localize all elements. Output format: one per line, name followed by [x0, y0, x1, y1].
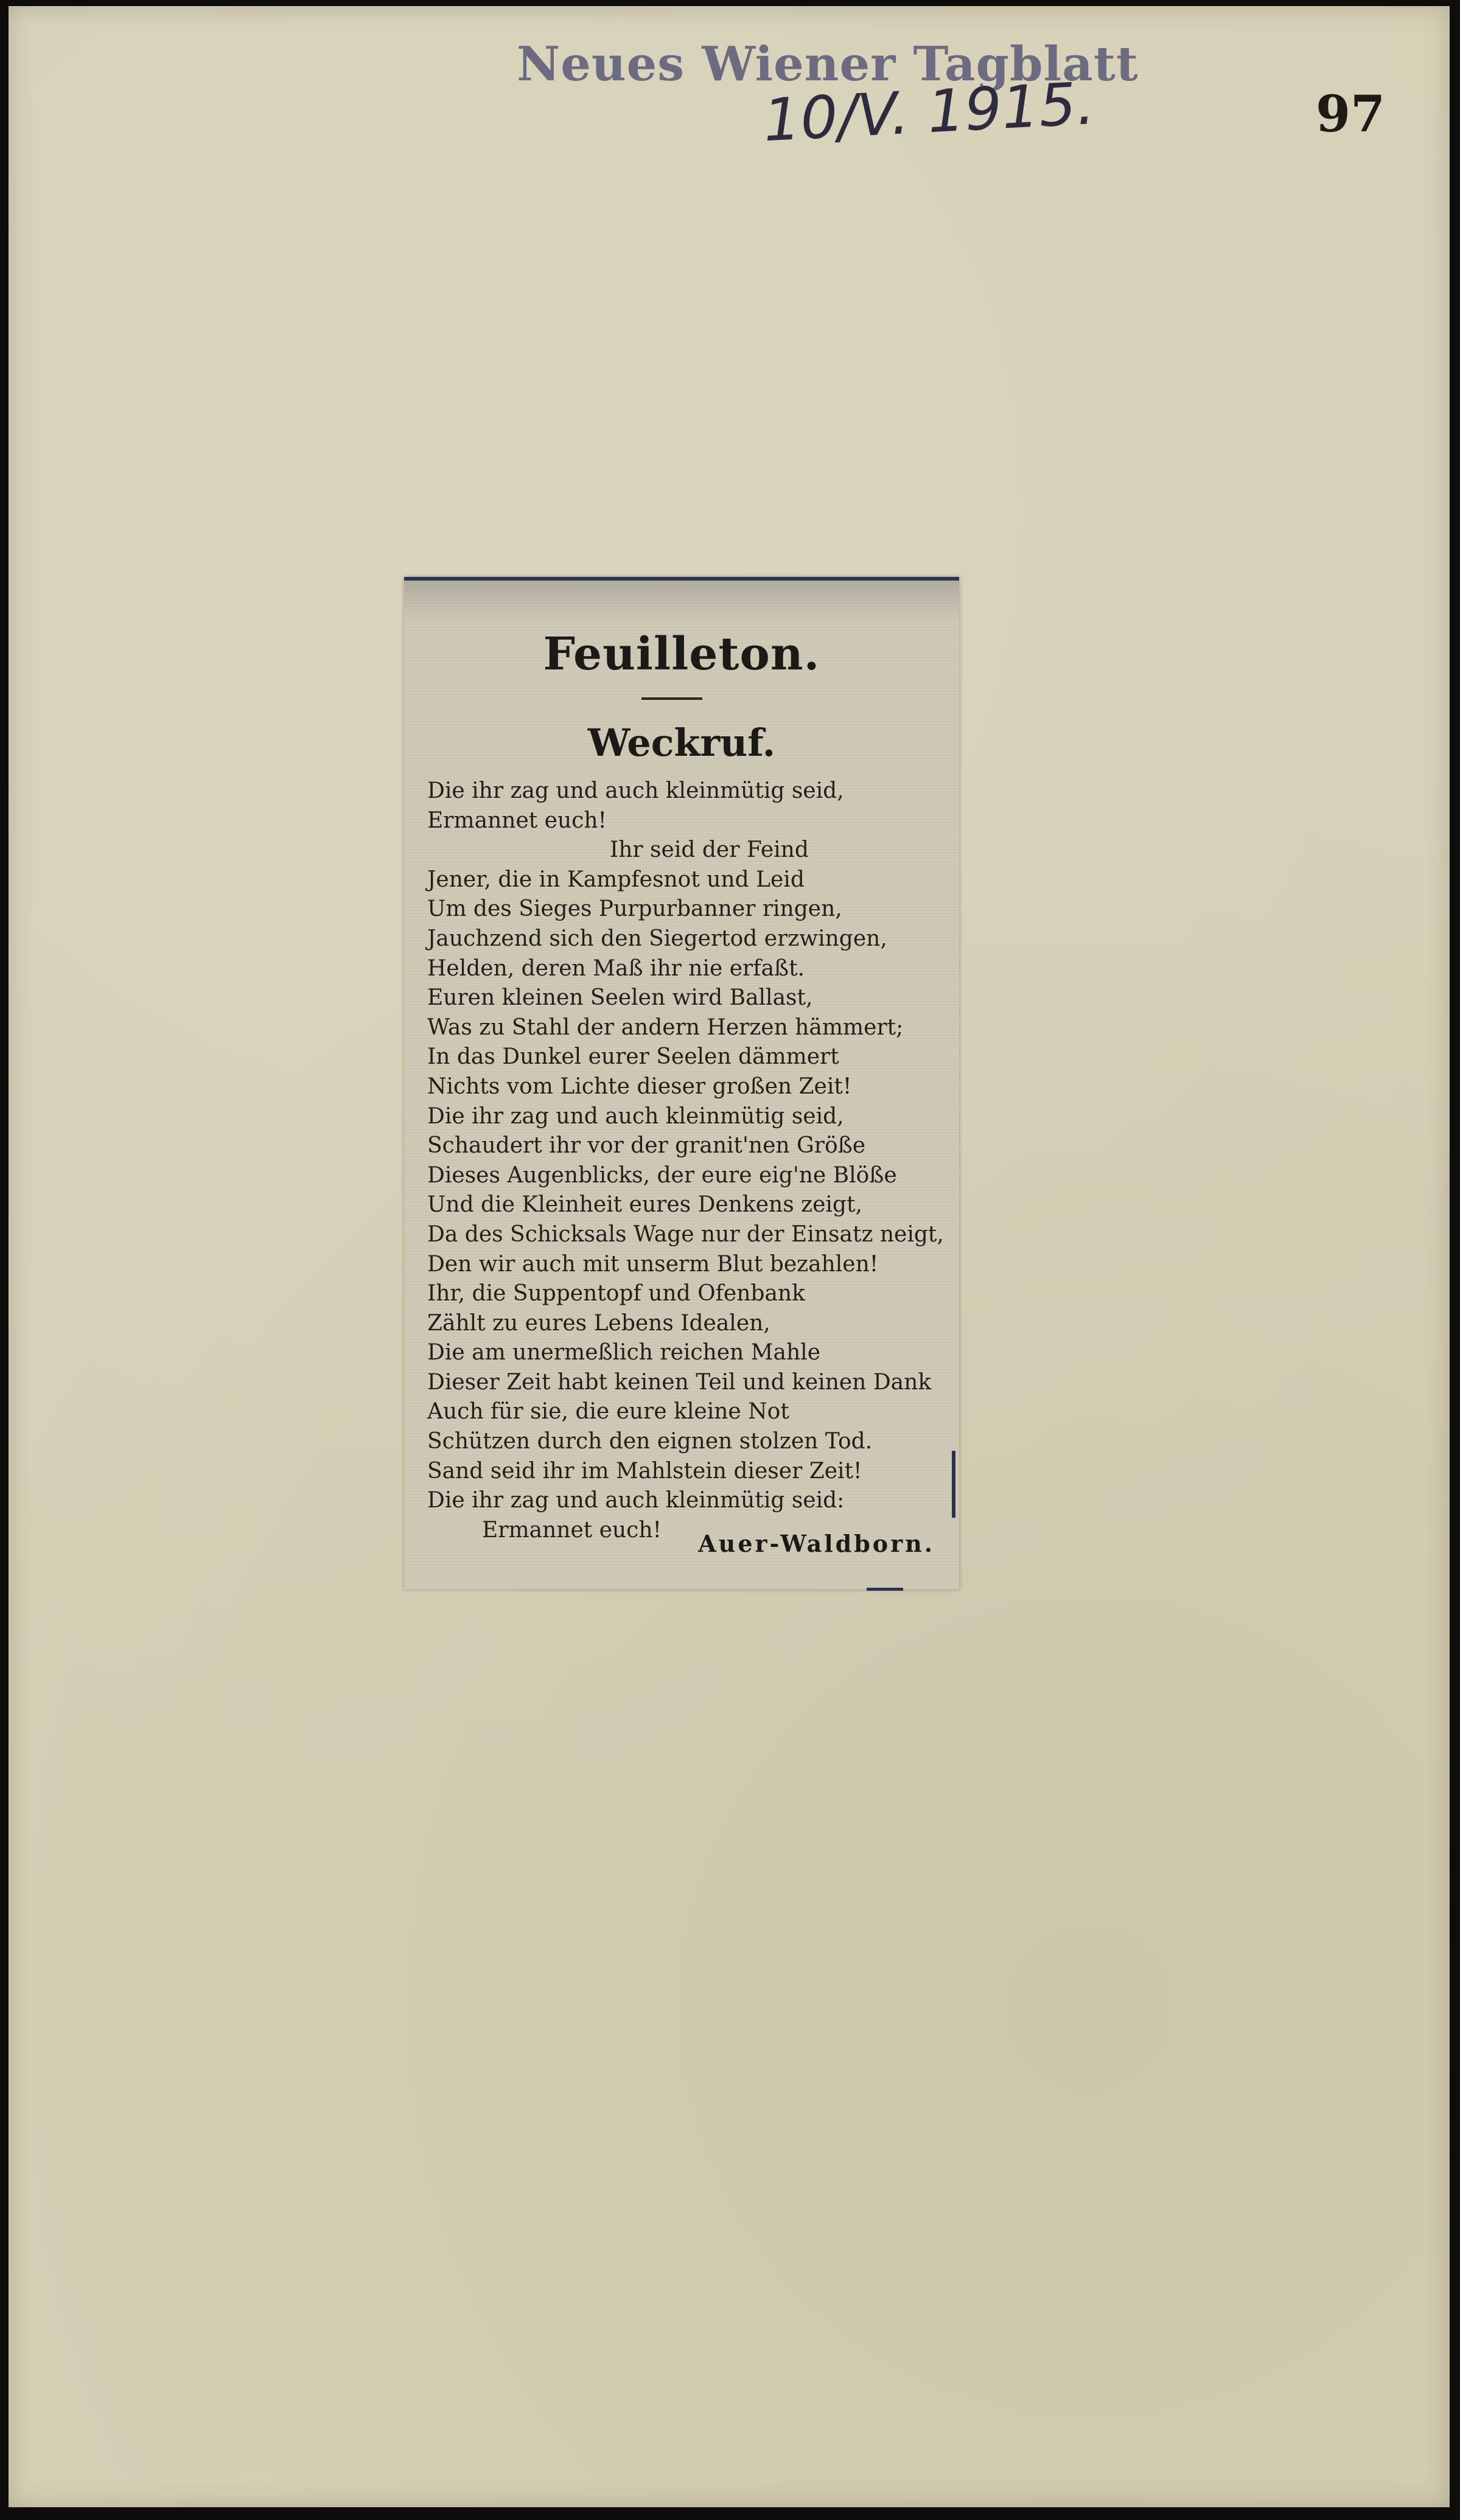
poem-line: Jauchzend sich den Siegertod erzwingen, — [427, 926, 887, 951]
newspaper-stamp: Neues Wiener Tagblatt — [517, 37, 1139, 92]
poem-line: Ihr seid der Feind — [610, 837, 809, 863]
poem-line: Auch für sie, die eure kleine Not — [427, 1399, 789, 1425]
poem-line: Schützen durch den eignen stolzen Tod. — [427, 1429, 873, 1454]
poem-line: Und die Kleinheit eures Denkens zeigt, — [427, 1192, 862, 1218]
poem-line: Die ihr zag und auch kleinmütig seid: — [427, 1488, 845, 1513]
poem-line: Euren kleinen Seelen wird Ballast, — [427, 985, 813, 1011]
section-heading: Feuilleton. — [543, 628, 820, 680]
poem-line: Dieses Augenblicks, der eure eig'ne Blöße — [427, 1162, 897, 1188]
poem-line: Die am unermeßlich reichen Mahle — [427, 1340, 820, 1366]
poem-line: Da des Schicksals Wage nur der Einsatz neigt, — [427, 1221, 944, 1247]
torn-edge — [404, 581, 959, 623]
poem-line: In das Dunkel eurer Seelen dämmert — [427, 1044, 839, 1070]
poem-body — [427, 777, 951, 1545]
poem-line: Sand seid ihr im Mahlstein dieser Zeit! — [427, 1458, 862, 1484]
author-signature: Auer-Waldborn. — [698, 1530, 935, 1557]
handwritten-date: 10/V. 1915. — [761, 69, 1097, 155]
newspaper-clipping — [404, 577, 959, 1590]
ink-mark — [952, 1451, 955, 1518]
poem-line: Schaudert ihr vor der granit'nen Größe — [427, 1133, 866, 1159]
poem-line: Helden, deren Maß ihr nie erfaßt. — [427, 955, 805, 981]
poem-line: Die ihr zag und auch kleinmütig seid, — [427, 1103, 844, 1129]
poem-line: Dieser Zeit habt keinen Teil und keinen Dank — [427, 1369, 932, 1395]
poem-line: Um des Sieges Purpurbanner ringen, — [427, 896, 842, 922]
poem-line: Nichts vom Lichte dieser großen Zeit! — [427, 1073, 852, 1099]
poem-line: Die ihr zag und auch kleinmütig seid, — [427, 778, 844, 803]
poem-line: Ermannet euch! — [482, 1517, 662, 1543]
archive-sheet — [9, 6, 1450, 2507]
poem-line: Zählt zu eures Lebens Idealen, — [427, 1310, 770, 1336]
ink-mark — [867, 1588, 903, 1591]
heading-rule — [641, 697, 702, 700]
poem-title: Weckruf. — [587, 721, 776, 765]
poem-line: Den wir auch mit unserm Blut bezahlen! — [427, 1251, 879, 1277]
poem-line: Was zu Stahl der andern Herzen hämmert; — [427, 1014, 904, 1040]
poem-line: Ihr, die Suppentopf und Ofenbank — [427, 1281, 805, 1307]
page-number: 97 — [1316, 85, 1386, 144]
poem-line: Jener, die in Kampfesnot und Leid — [427, 867, 805, 892]
poem-line: Ermannet euch! — [427, 808, 607, 833]
